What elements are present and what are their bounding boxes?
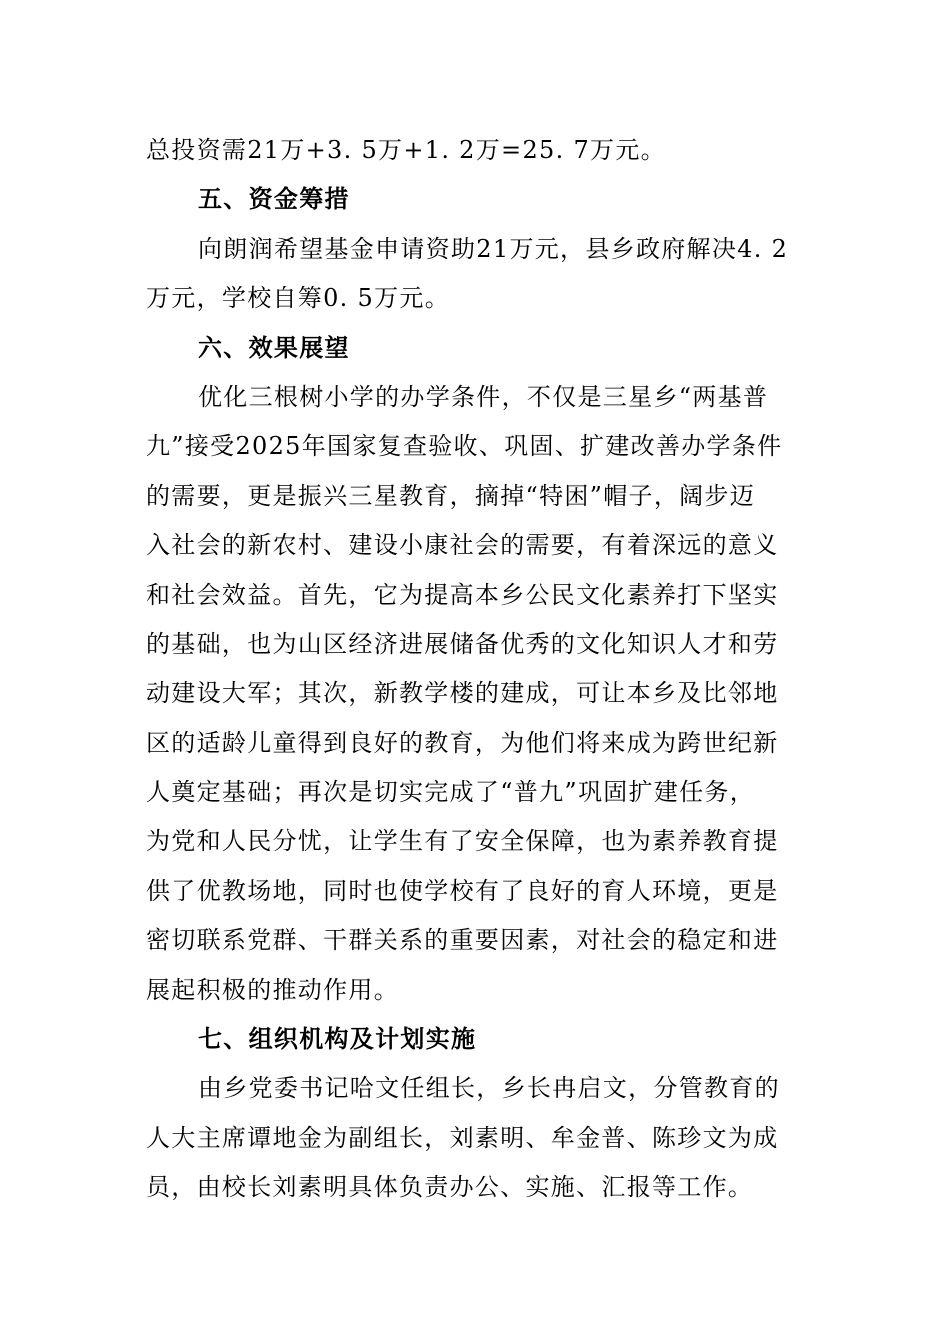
paragraph-line: 展起积极的推动作用。 — [146, 975, 399, 1004]
section-heading-outlook: 六、效果展望 — [198, 333, 350, 362]
document-body — [146, 126, 806, 1213]
paragraph-line: 人大主席谭地金为副组长，刘素明、牟金普、陈珍文为成 — [146, 1123, 779, 1152]
section-heading-organization: 七、组织机构及计划实施 — [198, 1025, 477, 1054]
paragraph-line: 向朗润希望基金申请资助21万元，县乡政府解决4. 2 — [198, 234, 789, 263]
paragraph-line: 总投资需21万+3. 5万+1. 2万=25. 7万元。 — [146, 136, 666, 164]
paragraph-line: 动建设大军；其次，新教学楼的建成，可让本乡及比邻地 — [146, 679, 779, 708]
paragraph-line: 九”接受2025年国家复查验收、巩固、扩建改善办学条件 — [146, 432, 783, 461]
paragraph-line: 的基础，也为山区经济进展储备优秀的文化知识人才和劳 — [146, 629, 779, 658]
paragraph-line: 区的适龄儿童得到良好的教育，为他们将来成为跨世纪新 — [146, 728, 779, 757]
paragraph-line: 优化三根树小学的办学条件，不仅是三星乡“两基普 — [198, 382, 769, 411]
paragraph-line: 万元，学校自筹0. 5万元。 — [146, 284, 450, 313]
paragraph-line: 人奠定基础；再次是切实完成了“普九”巩固扩建任务， — [146, 778, 756, 807]
paragraph-line: 的需要，更是振兴三星教育，摘掉“特困”帽子，阔步迈 — [146, 481, 756, 510]
paragraph-line: 员，由校长刘素明具体负责办公、实施、汇报等工作。 — [146, 1173, 754, 1202]
paragraph-line: 由乡党委书记哈文任组长，乡长冉启文，分管教育的 — [198, 1074, 780, 1103]
paragraph-line: 供了优教场地，同时也使学校有了良好的育人环境，更是 — [146, 876, 779, 905]
paragraph-line: 和社会效益。首先，它为提高本乡公民文化素养打下坚实 — [146, 580, 779, 609]
paragraph-line: 密切联系党群、干群关系的重要因素，对社会的稳定和进 — [146, 926, 779, 955]
paragraph-line: 为党和人民分忧，让学生有了安全保障，也为素养教育提 — [146, 827, 779, 856]
section-heading-funding: 五、资金筹措 — [198, 185, 350, 214]
paragraph-line: 入社会的新农村、建设小康社会的需要，有着深远的意义 — [146, 531, 779, 560]
